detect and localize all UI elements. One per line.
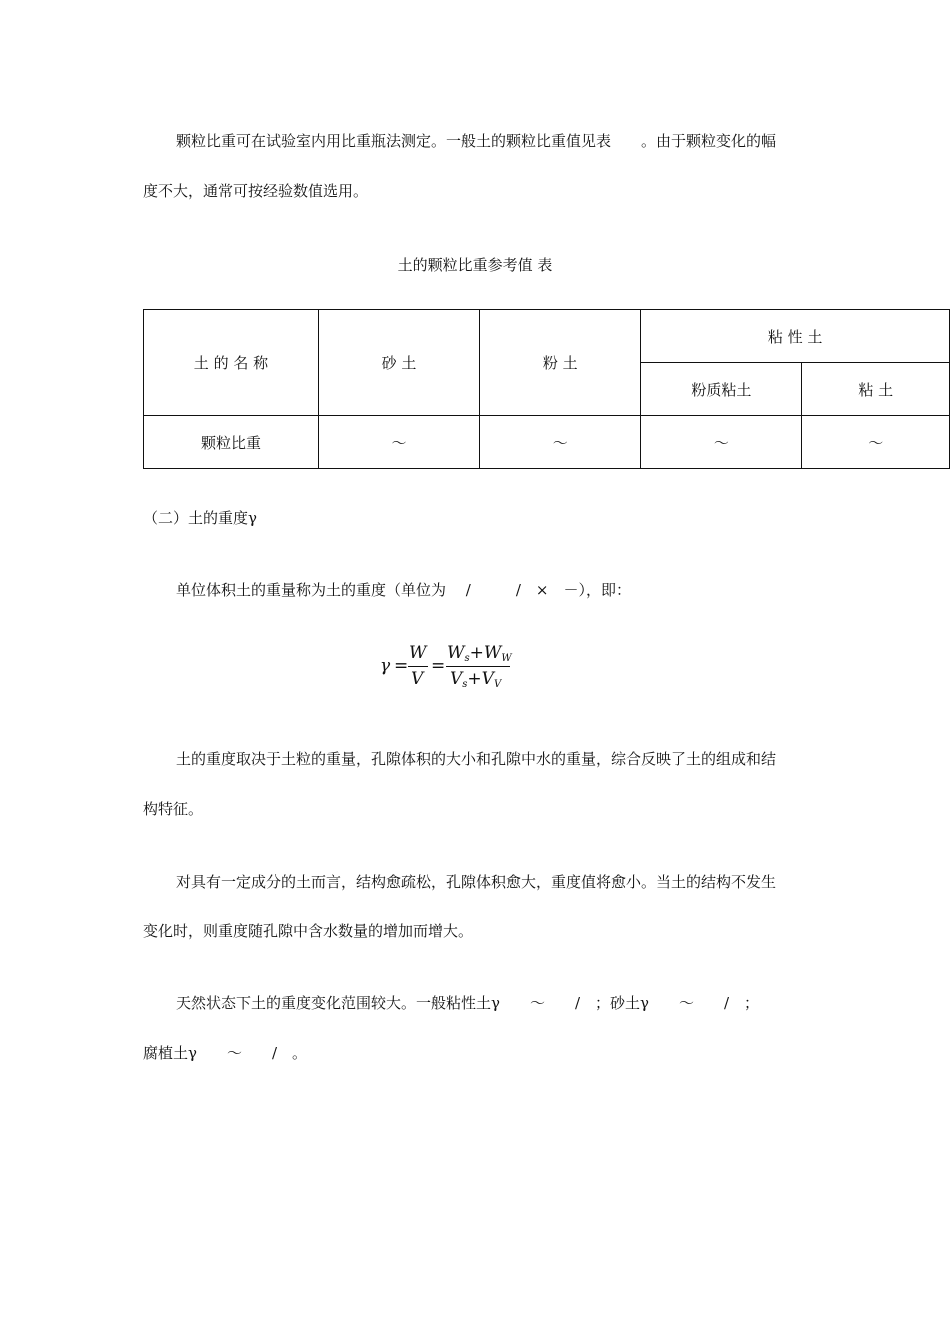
row-label: 颗粒比重	[144, 416, 319, 469]
paragraph-2: 单位体积土的重量称为土的重度（单位为 / / × －），即：	[176, 581, 631, 599]
unit-weight-formula	[378, 640, 518, 696]
paragraph-3-line-1: 土的重度取决于土粒的重量，孔隙体积的大小和孔隙中水的重量，综合反映了土的组成和结	[176, 750, 777, 768]
specific-gravity-table	[143, 309, 950, 469]
table-caption: 土的颗粒比重参考值 表	[397, 256, 553, 274]
header-cohesive-soil: 粘 性 土	[641, 310, 950, 363]
paragraph-4-line-1: 对具有一定成分的土而言，结构愈疏松，孔隙体积愈大，重度值将愈小。当土的结构不发生	[176, 873, 777, 891]
paragraph-1-line-1: 颗粒比重可在试验室内用比重瓶法测定。一般土的颗粒比重值见表 。由于颗粒变化的幅	[176, 132, 777, 150]
header-clay: 粘 土	[802, 363, 950, 416]
header-silty-clay: 粉质粘土	[641, 363, 802, 416]
formula-w: W	[409, 643, 427, 663]
formula-gamma: γ	[380, 656, 391, 676]
header-soil-name: 土 的 名 称	[144, 310, 319, 416]
formula-numerator: $W_s+W_W$	[447, 643, 512, 664]
paragraph-5-line-1: 天然状态下土的重度变化范围较大。一般粘性土γ ～ / ；砂土γ ～ / ；	[176, 994, 760, 1012]
value-clay: ～	[802, 416, 950, 469]
header-silt: 粉 土	[480, 310, 641, 416]
paragraph-5-line-2: 腐植土γ ～ / 。	[143, 1044, 308, 1062]
value-sand: ～	[318, 416, 479, 469]
formula-equals-1: =	[394, 656, 409, 676]
value-silty-clay: ～	[641, 416, 802, 469]
value-silt: ～	[480, 416, 641, 469]
header-sand: 砂 土	[318, 310, 479, 416]
formula-v: V	[411, 669, 424, 689]
section-heading: （二）土的重度γ	[143, 509, 257, 527]
paragraph-3-line-2: 构特征。	[143, 800, 204, 818]
paragraph-1-line-2: 度不大，通常可按经验数值选用。	[143, 182, 369, 200]
formula-equals-2: =	[431, 656, 446, 676]
formula-denominator: $V_s+V_V$	[450, 669, 502, 690]
paragraph-4-line-2: 变化时，则重度随孔隙中含水数量的增加而增大。	[143, 922, 474, 940]
table-row	[144, 416, 950, 469]
